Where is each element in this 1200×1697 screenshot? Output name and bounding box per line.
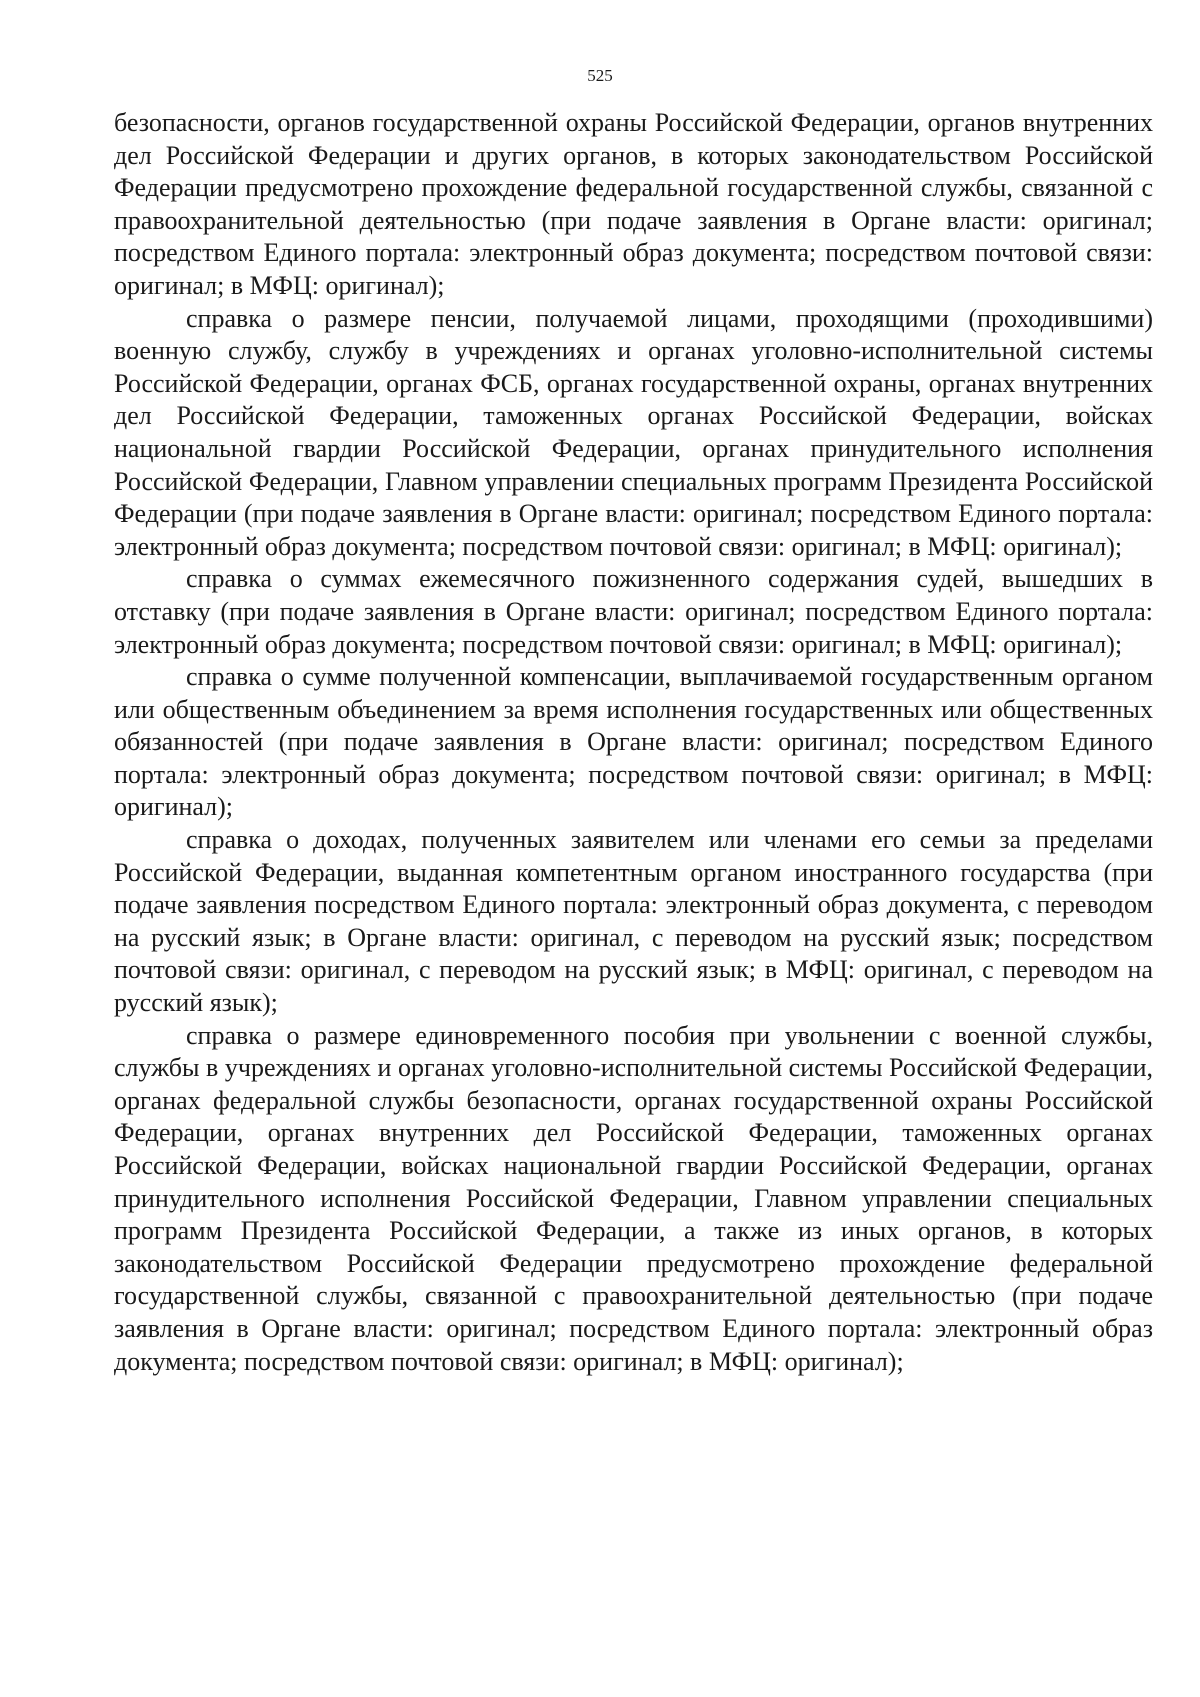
paragraph-compensation-certificate: справка о сумме полученной компенсации, выплачиваемой государственным органом или общественным объединением за время исполнения государственных или общественных обязанностей (при подаче заявления в Органе власти: оригинал; посредством Единого портала: электронный образ документа; посредством почтовой связи: оригинал; в МФЦ: оригинал); xyxy=(114,662,1153,822)
paragraph-judges-allowance-certificate: справка о суммах ежемесячного пожизненного содержания судей, вышедших в отставку (при подаче заявления в Органе власти: оригинал; посредством Единого портала: электронный образ документа; посредством почтовой связи: оригинал; в МФЦ: оригинал); xyxy=(114,564,1153,659)
page-number: 525 xyxy=(587,66,613,85)
document-body xyxy=(114,107,1153,1378)
paragraph-foreign-income-certificate: справка о доходах, полученных заявителем или членами его семьи за пределами Российской Федерации, выданная компетентным органом иностранного государства (при подаче заявления посредством Единого портала: электронный образ документа, с переводом на русский язык; в Органе власти: оригинал, с переводом на русский язык; посредством почтовой связи: оригинал, с переводом на русский язык; в МФЦ: оригинал, с переводом на русский язык); xyxy=(114,825,1153,1018)
paragraph-lump-sum-allowance-certificate: справка о размере единовременного пособия при увольнении с военной службы, службы в учреждениях и органах уголовно-исполнительной системы Российской Федерации, органах федеральной службы безопасности, органах государственной охраны Российской Федерации, органах внутренних дел Российской Федерации, таможенных органах Российской Федерации, войсках национальной гвардии Российской Федерации, органах принудительного исполнения Российской Федерации, Главном управлении специальных программ Президента Российской Федерации, а также из иных органов, в которых законодательством Российской Федерации предусмотрено прохождение федеральной государственной службы, связанной с правоохранительной деятельностью (при подаче заявления в Органе власти: оригинал; посредством Единого портала: электронный образ документа; посредством почтовой связи: оригинал; в МФЦ: оригинал); xyxy=(114,1020,1153,1376)
paragraph-continuation: безопасности, органов государственной охраны Российской Федерации, органов внутренних дел Российской Федерации и других органов, в которых законодательством Российской Федерации предусмотрено прохождение федеральной государственной службы, связанной с правоохранительной деятельностью (при подаче заявления в Органе власти: оригинал; посредством Единого портала: электронный образ документа; посредством почтовой связи: оригинал; в МФЦ: оригинал); xyxy=(114,108,1153,300)
paragraph-pension-certificate: справка о размере пенсии, получаемой лицами, проходящими (проходившими) военную службу, службу в учреждениях и органах уголовно-исполнительной системы Российской Федерации, органах ФСБ, органах государственной охраны, органах внутренних дел Российской Федерации, таможенных органах Российской Федерации, войсках национальной гвардии Российской Федерации, органах принудительного исполнения Российской Федерации, Главном управлении специальных программ Президента Российской Федерации (при подаче заявления в Органе власти: оригинал; посредством Единого портала: электронный образ документа; посредством почтовой связи: оригинал; в МФЦ: оригинал); xyxy=(114,303,1153,561)
